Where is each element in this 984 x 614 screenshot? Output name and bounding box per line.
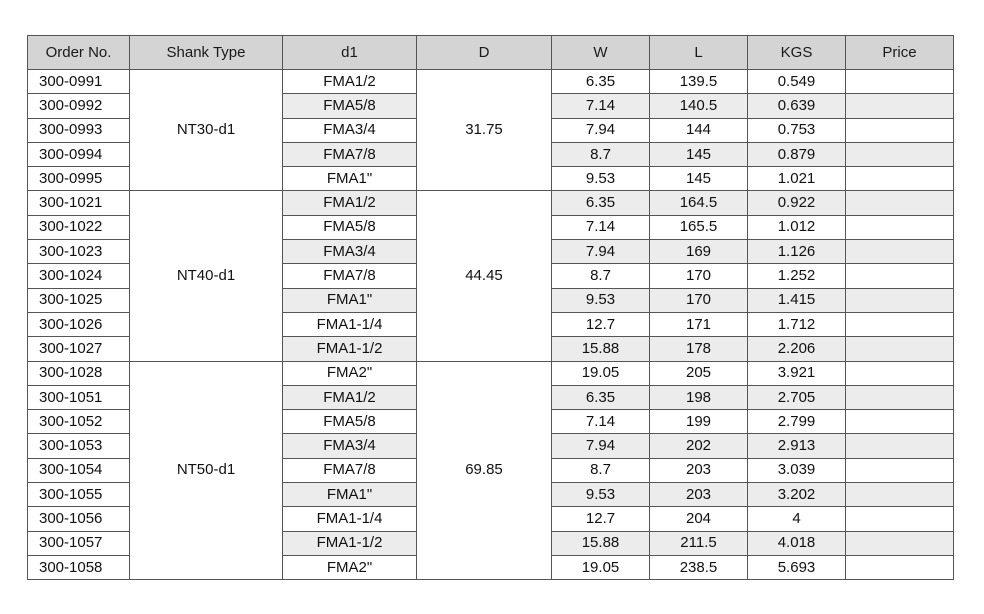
L-cell: 204 [650, 507, 748, 531]
D-cell: 44.45 [417, 191, 552, 361]
order-no-cell: 300-1053 [28, 434, 130, 458]
kgs-cell: 3.921 [748, 361, 846, 385]
d1-cell: FMA7/8 [283, 264, 417, 288]
table-header [28, 36, 954, 70]
order-no-cell: 300-0995 [28, 167, 130, 191]
W-cell: 15.88 [552, 337, 650, 361]
kgs-cell: 0.753 [748, 118, 846, 142]
W-cell: 19.05 [552, 361, 650, 385]
d1-cell: FMA1" [283, 167, 417, 191]
L-cell: 145 [650, 167, 748, 191]
price-cell [846, 507, 954, 531]
price-cell [846, 288, 954, 312]
kgs-cell: 0.879 [748, 142, 846, 166]
order-no-cell: 300-1021 [28, 191, 130, 215]
order-no-cell: 300-1051 [28, 385, 130, 409]
L-cell: 169 [650, 240, 748, 264]
D-cell: 31.75 [417, 70, 552, 191]
d1-cell: FMA1" [283, 288, 417, 312]
W-cell: 8.7 [552, 142, 650, 166]
L-cell: 202 [650, 434, 748, 458]
d1-cell: FMA3/4 [283, 118, 417, 142]
W-cell: 8.7 [552, 264, 650, 288]
price-cell [846, 337, 954, 361]
price-cell [846, 264, 954, 288]
d1-cell: FMA5/8 [283, 410, 417, 434]
price-cell [846, 215, 954, 239]
order-no-cell: 300-1024 [28, 264, 130, 288]
L-cell: 211.5 [650, 531, 748, 555]
L-cell: 145 [650, 142, 748, 166]
W-cell: 8.7 [552, 458, 650, 482]
table-body [28, 70, 954, 580]
price-cell [846, 142, 954, 166]
d1-cell: FMA7/8 [283, 458, 417, 482]
kgs-cell: 0.922 [748, 191, 846, 215]
col-header-L: L [650, 36, 748, 70]
kgs-cell: 1.252 [748, 264, 846, 288]
shank-type-cell: NT30-d1 [130, 70, 283, 191]
d1-cell: FMA2" [283, 555, 417, 579]
order-no-cell: 300-0993 [28, 118, 130, 142]
W-cell: 7.14 [552, 410, 650, 434]
price-cell [846, 191, 954, 215]
col-header-d1: d1 [283, 36, 417, 70]
W-cell: 7.94 [552, 240, 650, 264]
L-cell: 171 [650, 312, 748, 336]
L-cell: 165.5 [650, 215, 748, 239]
d1-cell: FMA3/4 [283, 240, 417, 264]
col-header-D: D [417, 36, 552, 70]
W-cell: 19.05 [552, 555, 650, 579]
table-row [28, 361, 954, 385]
d1-cell: FMA5/8 [283, 94, 417, 118]
price-cell [846, 94, 954, 118]
W-cell: 15.88 [552, 531, 650, 555]
W-cell: 9.53 [552, 288, 650, 312]
price-cell [846, 361, 954, 385]
price-cell [846, 167, 954, 191]
kgs-cell: 4 [748, 507, 846, 531]
col-header-shank-type: Shank Type [130, 36, 283, 70]
kgs-cell: 0.639 [748, 94, 846, 118]
L-cell: 178 [650, 337, 748, 361]
W-cell: 6.35 [552, 70, 650, 94]
W-cell: 12.7 [552, 312, 650, 336]
price-cell [846, 434, 954, 458]
W-cell: 7.94 [552, 434, 650, 458]
kgs-cell: 3.039 [748, 458, 846, 482]
d1-cell: FMA1-1/4 [283, 507, 417, 531]
kgs-cell: 4.018 [748, 531, 846, 555]
W-cell: 7.14 [552, 94, 650, 118]
kgs-cell: 3.202 [748, 483, 846, 507]
price-cell [846, 385, 954, 409]
kgs-cell: 2.705 [748, 385, 846, 409]
L-cell: 198 [650, 385, 748, 409]
d1-cell: FMA1-1/4 [283, 312, 417, 336]
d1-cell: FMA1/2 [283, 70, 417, 94]
L-cell: 170 [650, 288, 748, 312]
price-cell [846, 555, 954, 579]
shank-type-cell: NT50-d1 [130, 361, 283, 580]
kgs-cell: 1.126 [748, 240, 846, 264]
spec-table [27, 35, 954, 580]
d1-cell: FMA1-1/2 [283, 337, 417, 361]
order-no-cell: 300-1025 [28, 288, 130, 312]
W-cell: 7.14 [552, 215, 650, 239]
L-cell: 199 [650, 410, 748, 434]
table-row [28, 191, 954, 215]
order-no-cell: 300-1028 [28, 361, 130, 385]
L-cell: 205 [650, 361, 748, 385]
D-cell: 69.85 [417, 361, 552, 580]
kgs-cell: 2.799 [748, 410, 846, 434]
kgs-cell: 5.693 [748, 555, 846, 579]
d1-cell: FMA1-1/2 [283, 531, 417, 555]
d1-cell: FMA1" [283, 483, 417, 507]
L-cell: 238.5 [650, 555, 748, 579]
L-cell: 144 [650, 118, 748, 142]
price-cell [846, 118, 954, 142]
kgs-cell: 1.415 [748, 288, 846, 312]
order-no-cell: 300-1022 [28, 215, 130, 239]
header-row [28, 36, 954, 70]
L-cell: 139.5 [650, 70, 748, 94]
order-no-cell: 300-1057 [28, 531, 130, 555]
W-cell: 7.94 [552, 118, 650, 142]
order-no-cell: 300-0992 [28, 94, 130, 118]
kgs-cell: 2.913 [748, 434, 846, 458]
L-cell: 170 [650, 264, 748, 288]
col-header-W: W [552, 36, 650, 70]
order-no-cell: 300-1055 [28, 483, 130, 507]
kgs-cell: 0.549 [748, 70, 846, 94]
d1-cell: FMA1/2 [283, 191, 417, 215]
price-cell [846, 483, 954, 507]
L-cell: 203 [650, 458, 748, 482]
table-row [28, 70, 954, 94]
order-no-cell: 300-0994 [28, 142, 130, 166]
price-cell [846, 70, 954, 94]
W-cell: 9.53 [552, 483, 650, 507]
order-no-cell: 300-1026 [28, 312, 130, 336]
L-cell: 203 [650, 483, 748, 507]
order-no-cell: 300-0991 [28, 70, 130, 94]
W-cell: 9.53 [552, 167, 650, 191]
L-cell: 140.5 [650, 94, 748, 118]
d1-cell: FMA3/4 [283, 434, 417, 458]
d1-cell: FMA1/2 [283, 385, 417, 409]
d1-cell: FMA2" [283, 361, 417, 385]
kgs-cell: 2.206 [748, 337, 846, 361]
kgs-cell: 1.021 [748, 167, 846, 191]
price-cell [846, 531, 954, 555]
order-no-cell: 300-1052 [28, 410, 130, 434]
d1-cell: FMA5/8 [283, 215, 417, 239]
L-cell: 164.5 [650, 191, 748, 215]
order-no-cell: 300-1027 [28, 337, 130, 361]
order-no-cell: 300-1056 [28, 507, 130, 531]
price-cell [846, 458, 954, 482]
col-header-order-no: Order No. [28, 36, 130, 70]
kgs-cell: 1.712 [748, 312, 846, 336]
kgs-cell: 1.012 [748, 215, 846, 239]
col-header-price: Price [846, 36, 954, 70]
W-cell: 6.35 [552, 191, 650, 215]
W-cell: 12.7 [552, 507, 650, 531]
W-cell: 6.35 [552, 385, 650, 409]
shank-type-cell: NT40-d1 [130, 191, 283, 361]
order-no-cell: 300-1058 [28, 555, 130, 579]
order-no-cell: 300-1023 [28, 240, 130, 264]
d1-cell: FMA7/8 [283, 142, 417, 166]
order-no-cell: 300-1054 [28, 458, 130, 482]
col-header-kgs: KGS [748, 36, 846, 70]
price-cell [846, 410, 954, 434]
price-cell [846, 312, 954, 336]
price-cell [846, 240, 954, 264]
